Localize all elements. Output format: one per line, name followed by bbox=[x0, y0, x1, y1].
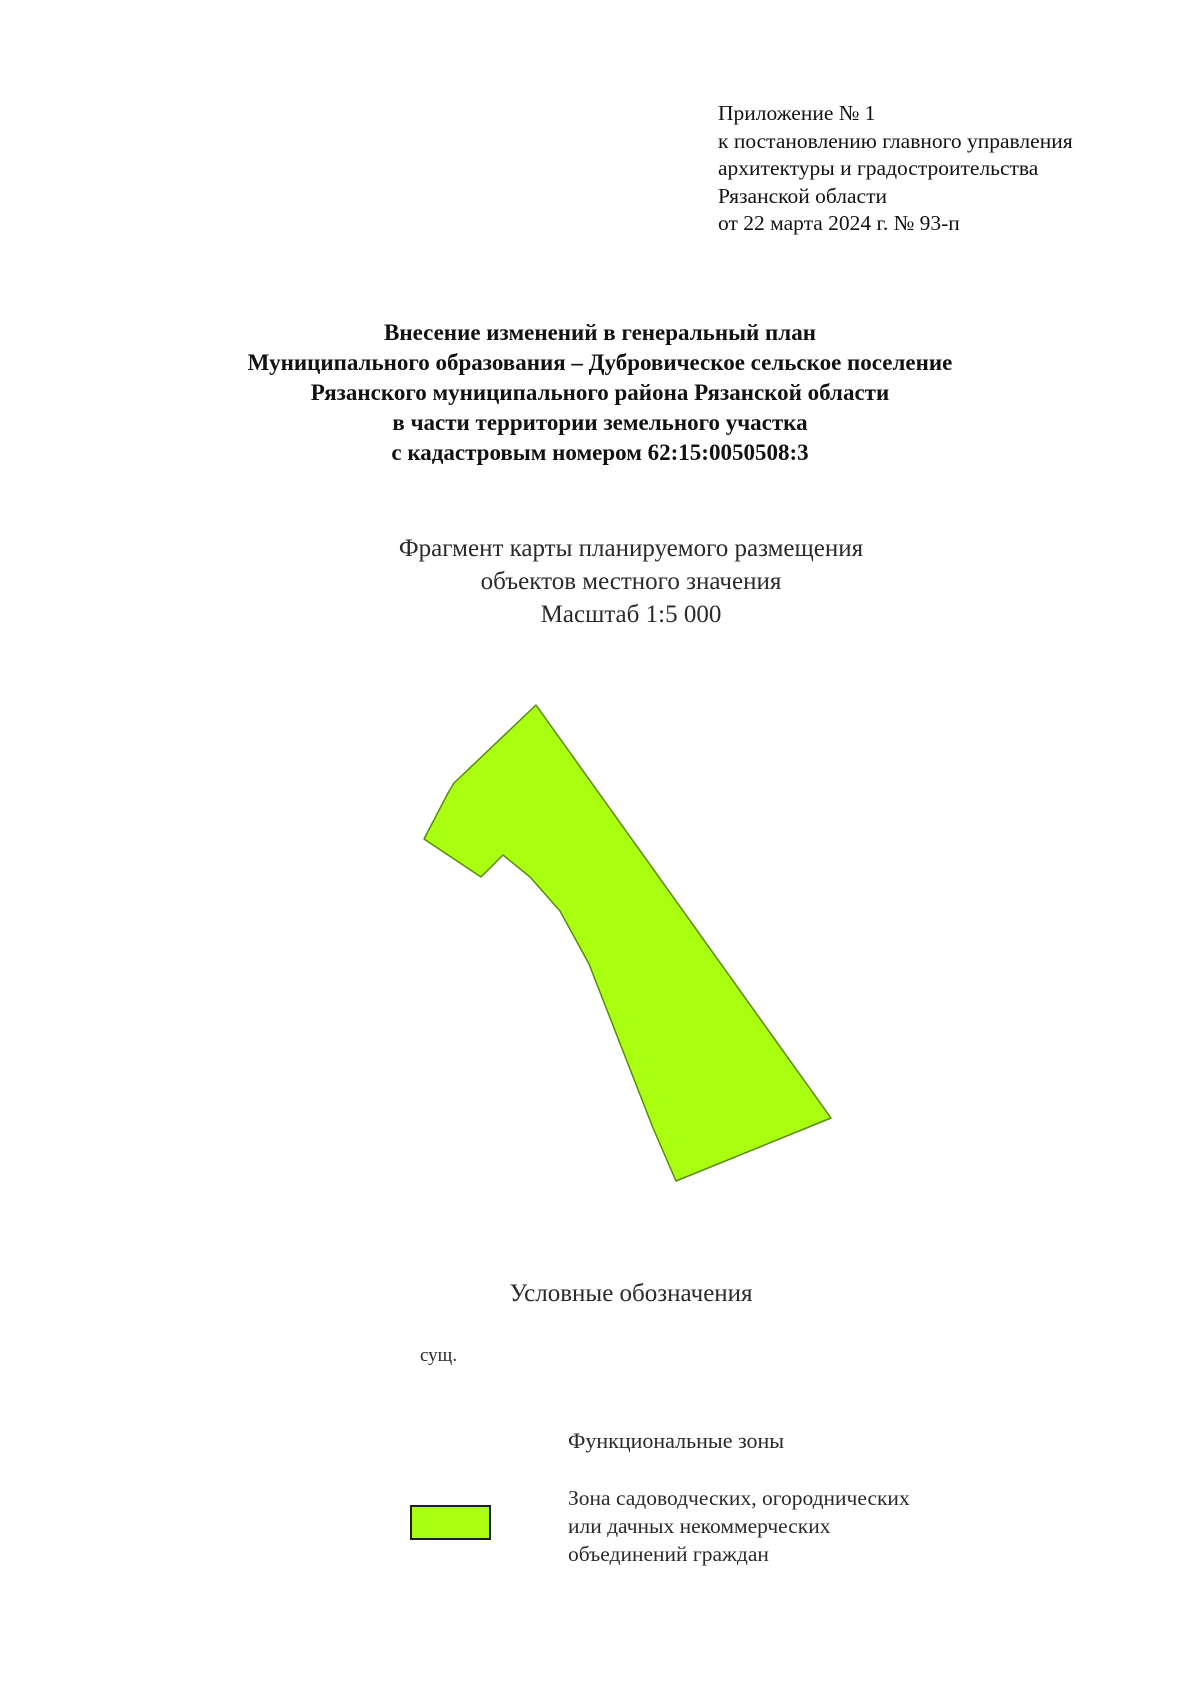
legend-item-line: или дачных некоммерческих bbox=[568, 1514, 831, 1538]
appendix-line: Приложение № 1 bbox=[718, 101, 876, 125]
appendix-block bbox=[718, 100, 1158, 238]
legend-item-line: объединений граждан bbox=[568, 1542, 769, 1566]
title-line: Внесение изменений в генеральный план bbox=[384, 320, 816, 345]
legend-title: Условные обозначения bbox=[509, 1280, 753, 1307]
appendix-line: Рязанской области bbox=[718, 183, 887, 208]
appendix-line: к постановлению главного управления bbox=[718, 128, 1073, 153]
map-scale: Масштаб 1:5 000 bbox=[540, 601, 722, 628]
document-title bbox=[0, 318, 1200, 468]
garden-zone-polygon bbox=[424, 705, 831, 1181]
title-line: Муниципального образования – Дубровическое сельское поселение bbox=[247, 350, 953, 375]
appendix-line: от 22 марта 2024 г. № 93-п bbox=[718, 211, 960, 235]
legend-item-label bbox=[568, 1484, 988, 1568]
legend-item-line: Зона садоводческих, огороднических bbox=[568, 1486, 910, 1510]
map-heading-line: Фрагмент карты планируемого размещения bbox=[398, 535, 864, 562]
title-line: в части территории земельного участка bbox=[392, 410, 808, 435]
map-heading bbox=[0, 532, 1200, 631]
appendix-line: архитектуры и градостроительства bbox=[718, 156, 1039, 180]
legend-existing-label: сущ. bbox=[420, 1345, 458, 1366]
title-line: с кадастровым номером 62:15:0050508:3 bbox=[391, 440, 809, 465]
legend-group-title: Функциональные зоны bbox=[568, 1428, 785, 1453]
map-heading-line: объектов местного значения bbox=[480, 568, 782, 595]
title-line: Рязанского муниципального района Рязанской области bbox=[310, 380, 890, 405]
legend-swatch bbox=[410, 1505, 491, 1540]
